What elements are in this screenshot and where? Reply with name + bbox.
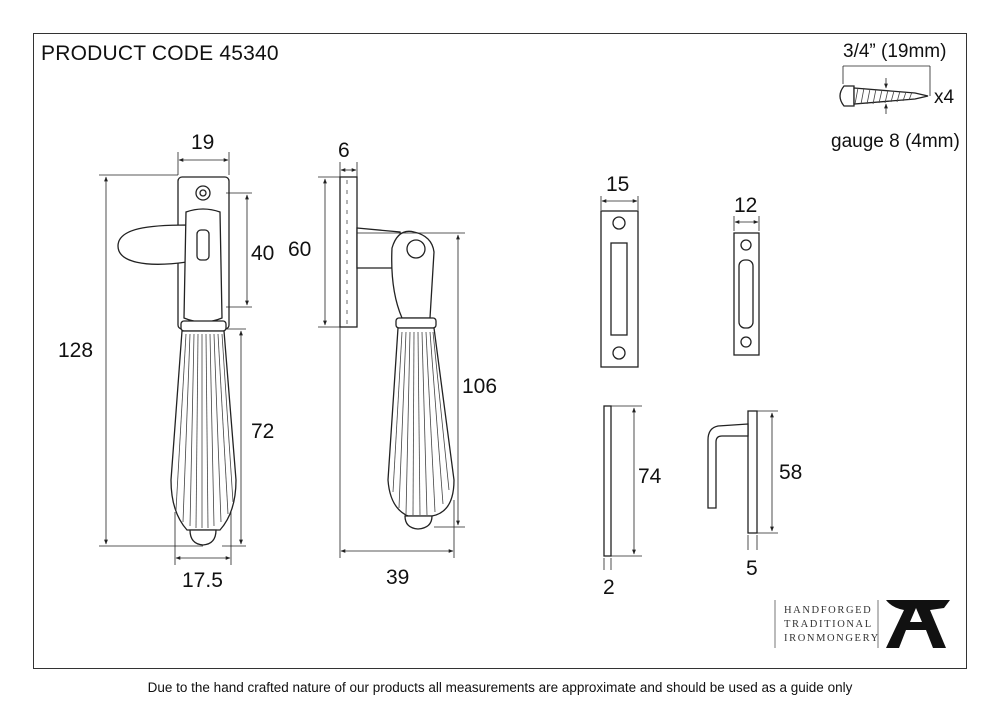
dim-hook-thickness: 5 xyxy=(746,557,758,580)
dim-plate-height: 74 xyxy=(638,465,662,488)
screw-gauge-label: gauge 8 (4mm) xyxy=(831,131,960,152)
dim-plate-thickness: 2 xyxy=(603,576,615,599)
dim-keep2-width: 12 xyxy=(734,194,758,217)
dim-side-projection: 39 xyxy=(386,566,410,589)
product-code: PRODUCT CODE 45340 xyxy=(41,42,279,65)
brand-logo xyxy=(775,600,950,648)
screw-drawing xyxy=(840,66,930,114)
keep-plate-slot xyxy=(734,216,759,355)
logo-line-2: TRADITIONAL xyxy=(784,619,873,630)
keep-plate-side xyxy=(604,406,642,570)
dim-front-width: 19 xyxy=(191,131,215,154)
logo-line-3: IRONMONGERY xyxy=(784,633,880,644)
dim-front-lever: 72 xyxy=(251,420,275,443)
dim-side-thickness: 6 xyxy=(338,139,350,162)
dim-keep-width: 15 xyxy=(606,173,630,196)
footer-disclaimer: Due to the hand crafted nature of our products all measurements are approximate and should be used as a guide only xyxy=(147,680,853,695)
fastener-front-view xyxy=(99,152,252,565)
dim-hook-height: 58 xyxy=(779,461,803,484)
fastener-side-view xyxy=(318,162,465,558)
dim-side-plate: 60 xyxy=(288,238,312,261)
dim-front-boss: 40 xyxy=(251,242,275,265)
logo-line-1: HANDFORGED xyxy=(784,605,873,616)
hook-keep-side xyxy=(708,411,778,550)
dim-side-length: 106 xyxy=(462,375,498,398)
anvil-icon xyxy=(886,600,950,648)
screw-length-label: 3/4” (19mm) xyxy=(843,41,947,62)
screw-quantity-label: x4 xyxy=(934,87,955,108)
keep-plate-mortice xyxy=(601,196,638,367)
dim-front-tip: 17.5 xyxy=(182,569,223,592)
dim-front-height: 128 xyxy=(58,339,94,362)
